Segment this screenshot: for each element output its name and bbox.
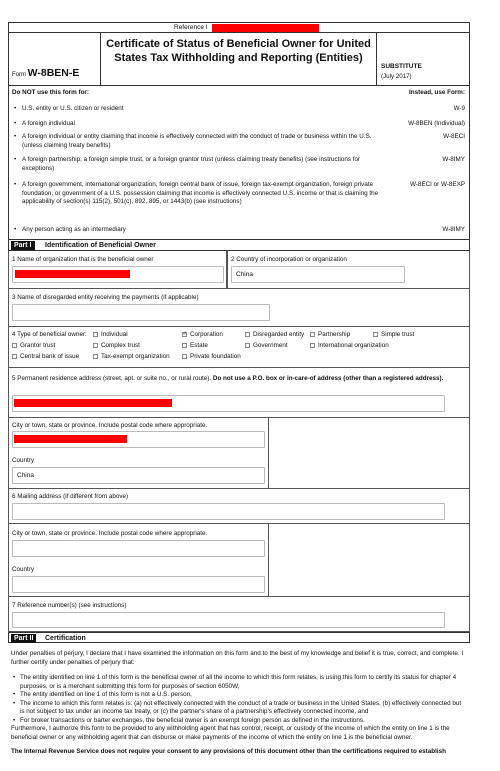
line2-label: 2 Country of incorporation or organization xyxy=(231,256,347,263)
list-item: • A foreign government, international organization, foreign central bank of issue, foreign tax-exempt organization, foreign private foundation, or government of a U.S. possession claiming that income is effectively connected U.S. income or that is claiming the applicability of section(s) 115(2), 501(c), 892, 895, or 1443(b) (see instructions) xyxy=(14,181,379,205)
list-item: • Any person acting as an intermediary xyxy=(14,226,126,233)
reference-number-field[interactable] xyxy=(12,612,445,628)
form-date: (July 2017) xyxy=(381,73,412,80)
form-reference: W-8ECI or W-8EXP xyxy=(409,181,465,188)
form-number: W-8BEN-E xyxy=(27,66,80,79)
reference-label: Reference I xyxy=(174,24,208,31)
form-header xyxy=(8,33,470,86)
part2-header xyxy=(8,632,470,643)
certification-bullet: • The entity identified on line 1 of this form is the beneficial owner of all the income to which this form relates, is using this form to certify its status for chapter 4 purposes, or is a merchant submitting this form for purposes of section 6050W, xyxy=(11,674,466,691)
type-individual-checkbox[interactable]: Individual xyxy=(93,331,128,340)
city-country-box xyxy=(8,418,470,489)
form-reference: W-9 xyxy=(453,105,465,112)
certification-bullet: • For broker transactions or barter exchanges, the beneficial owner is an exempt foreign person as defined in the instructions. xyxy=(11,717,466,726)
country-field[interactable]: China xyxy=(12,467,265,484)
line4-label: 4 Type of beneficial owner: xyxy=(12,331,87,338)
certification-furthermore: Furthermore, I authorize this form to be provided to any withholding agent that has control, receipt, or custody of the income of which the entity on line 1 is the beneficial owner or any withholding agent that can disburse or make payments of the income of which the entity on line 1 is the beneficial owner. xyxy=(11,725,450,741)
mailing-country-field[interactable] xyxy=(12,576,265,593)
type-disregarded-entity-checkbox[interactable]: Disregarded entity xyxy=(245,331,304,340)
line7-label: 7 Reference number(s) (see instructions) xyxy=(12,602,127,609)
form-reference: W-8BEN (Individual) xyxy=(408,120,465,127)
type-partnership-checkbox[interactable]: Partnership xyxy=(310,331,350,340)
disregarded-entity-field[interactable] xyxy=(12,304,270,321)
certification-bullet: • The entity identified on line 1 of this form is not a U.S. person, xyxy=(11,691,466,700)
mailing-country-label: Country xyxy=(12,566,35,573)
redacted-city xyxy=(14,435,127,443)
type-grantor-trust-checkbox[interactable]: Grantor trust xyxy=(12,342,55,351)
line5-label: 5 Permanent residence address (street, apt. or suite no., or rural route). Do not use a P.O. box or in-care-of address (other than a registered address). xyxy=(12,375,444,382)
type-complex-trust-checkbox[interactable]: Complex trust xyxy=(93,342,140,351)
irs-consent-note: The Internal Revenue Service does not require your consent to any provisions of this document other than the certifications required to establish xyxy=(11,748,446,755)
part2-title: Certification xyxy=(45,635,86,642)
form-reference: W-8IMY xyxy=(442,226,465,233)
list-item: • A foreign partnership, a foreign simple trust, or a foreign grantor trust (unless claiming treaty benefits) (see instructions for exceptions) xyxy=(14,156,361,172)
part1-tag: Part I xyxy=(11,241,35,250)
type-corporation-checkbox[interactable]: ✓ Corporation xyxy=(182,331,223,340)
type-government-checkbox[interactable]: Government xyxy=(245,342,288,351)
certification-text xyxy=(11,650,466,757)
line4-box xyxy=(8,327,470,368)
list-item: • A foreign individual xyxy=(14,120,75,127)
line1-box xyxy=(8,251,227,289)
type-tax-exempt-checkbox[interactable]: Tax-exempt organization xyxy=(93,353,170,362)
redacted-reference xyxy=(212,24,319,32)
mailing-city-country-box xyxy=(8,524,470,597)
do-not-use-heading: Do NOT use this form for: xyxy=(12,89,89,96)
type-estate-checkbox[interactable]: Estate xyxy=(182,342,208,351)
line7-box xyxy=(8,597,470,632)
form-reference: W-8ECI xyxy=(443,133,465,140)
do-not-use-section xyxy=(8,86,470,240)
form-word: Form xyxy=(12,71,26,78)
reference-row xyxy=(8,22,470,33)
redacted-address xyxy=(14,399,172,407)
substitute-label: SUBSTITUTE xyxy=(381,63,422,70)
line2-box xyxy=(227,251,470,289)
part2-tag: Part II xyxy=(11,634,36,643)
form-reference: W-8IMY xyxy=(442,156,465,163)
instead-use-heading: Instead, use Form: xyxy=(409,89,465,96)
city-label: City or town, state or province. Include postal code where appropriate. xyxy=(12,422,208,429)
part1-title: Identification of Beneficial Owner xyxy=(45,242,156,249)
list-item: • A foreign individual or entity claiming that income is effectively connected with the conduct of trade or business within the U.S. (unless claiming treaty benefits) xyxy=(14,133,372,149)
redacted-organization-name xyxy=(15,270,130,278)
list-item: • U.S. entity or U.S. citizen or resident xyxy=(14,105,124,112)
certification-intro: Under penalties of perjury, I declare that I have examined the information on this form and to the best of my knowledge and belief it is true, correct, and complete. I further certify under penalties of perjury that: xyxy=(11,650,464,666)
mailing-city-label: City or town, state or province. Include postal code where appropriate. xyxy=(12,530,208,537)
line5-box xyxy=(8,368,470,418)
part1-header xyxy=(8,240,470,251)
substitute-cell xyxy=(377,33,471,85)
type-private-foundation-checkbox[interactable]: Private foundation xyxy=(182,353,241,362)
form-title: Certificate of Status of Beneficial Owner for United States Tax Withholding and Reporting (Entities) xyxy=(101,33,377,85)
type-central-bank-checkbox[interactable]: Central bank of issue xyxy=(12,353,79,362)
country-label: Country xyxy=(12,457,35,464)
line6-label: 6 Mailing address (if different from above) xyxy=(12,493,129,500)
mailing-city-field[interactable] xyxy=(12,540,265,557)
certification-bullet: • The income to which this form relates is: (a) not effectively connected with the conduct of a trade or business in the United States, (b) effectively connected but is not subject to tax under an income tax treaty, or (c) the partner's share of a partnership's effectively connected income, and xyxy=(11,700,466,717)
line3-label: 3 Name of disregarded entity receiving the payments (if applicable) xyxy=(12,294,199,301)
line3-box xyxy=(8,289,470,327)
mailing-address-field[interactable] xyxy=(12,503,445,520)
form-id-cell xyxy=(9,33,101,85)
line6-box xyxy=(8,489,470,524)
country-of-incorporation-field[interactable]: China xyxy=(231,266,405,283)
type-international-organization-checkbox[interactable]: International organization xyxy=(310,342,389,351)
line1-label: 1 Name of organization that is the beneficial owner xyxy=(12,256,154,263)
type-simple-trust-checkbox[interactable]: Simple trust xyxy=(373,331,414,340)
